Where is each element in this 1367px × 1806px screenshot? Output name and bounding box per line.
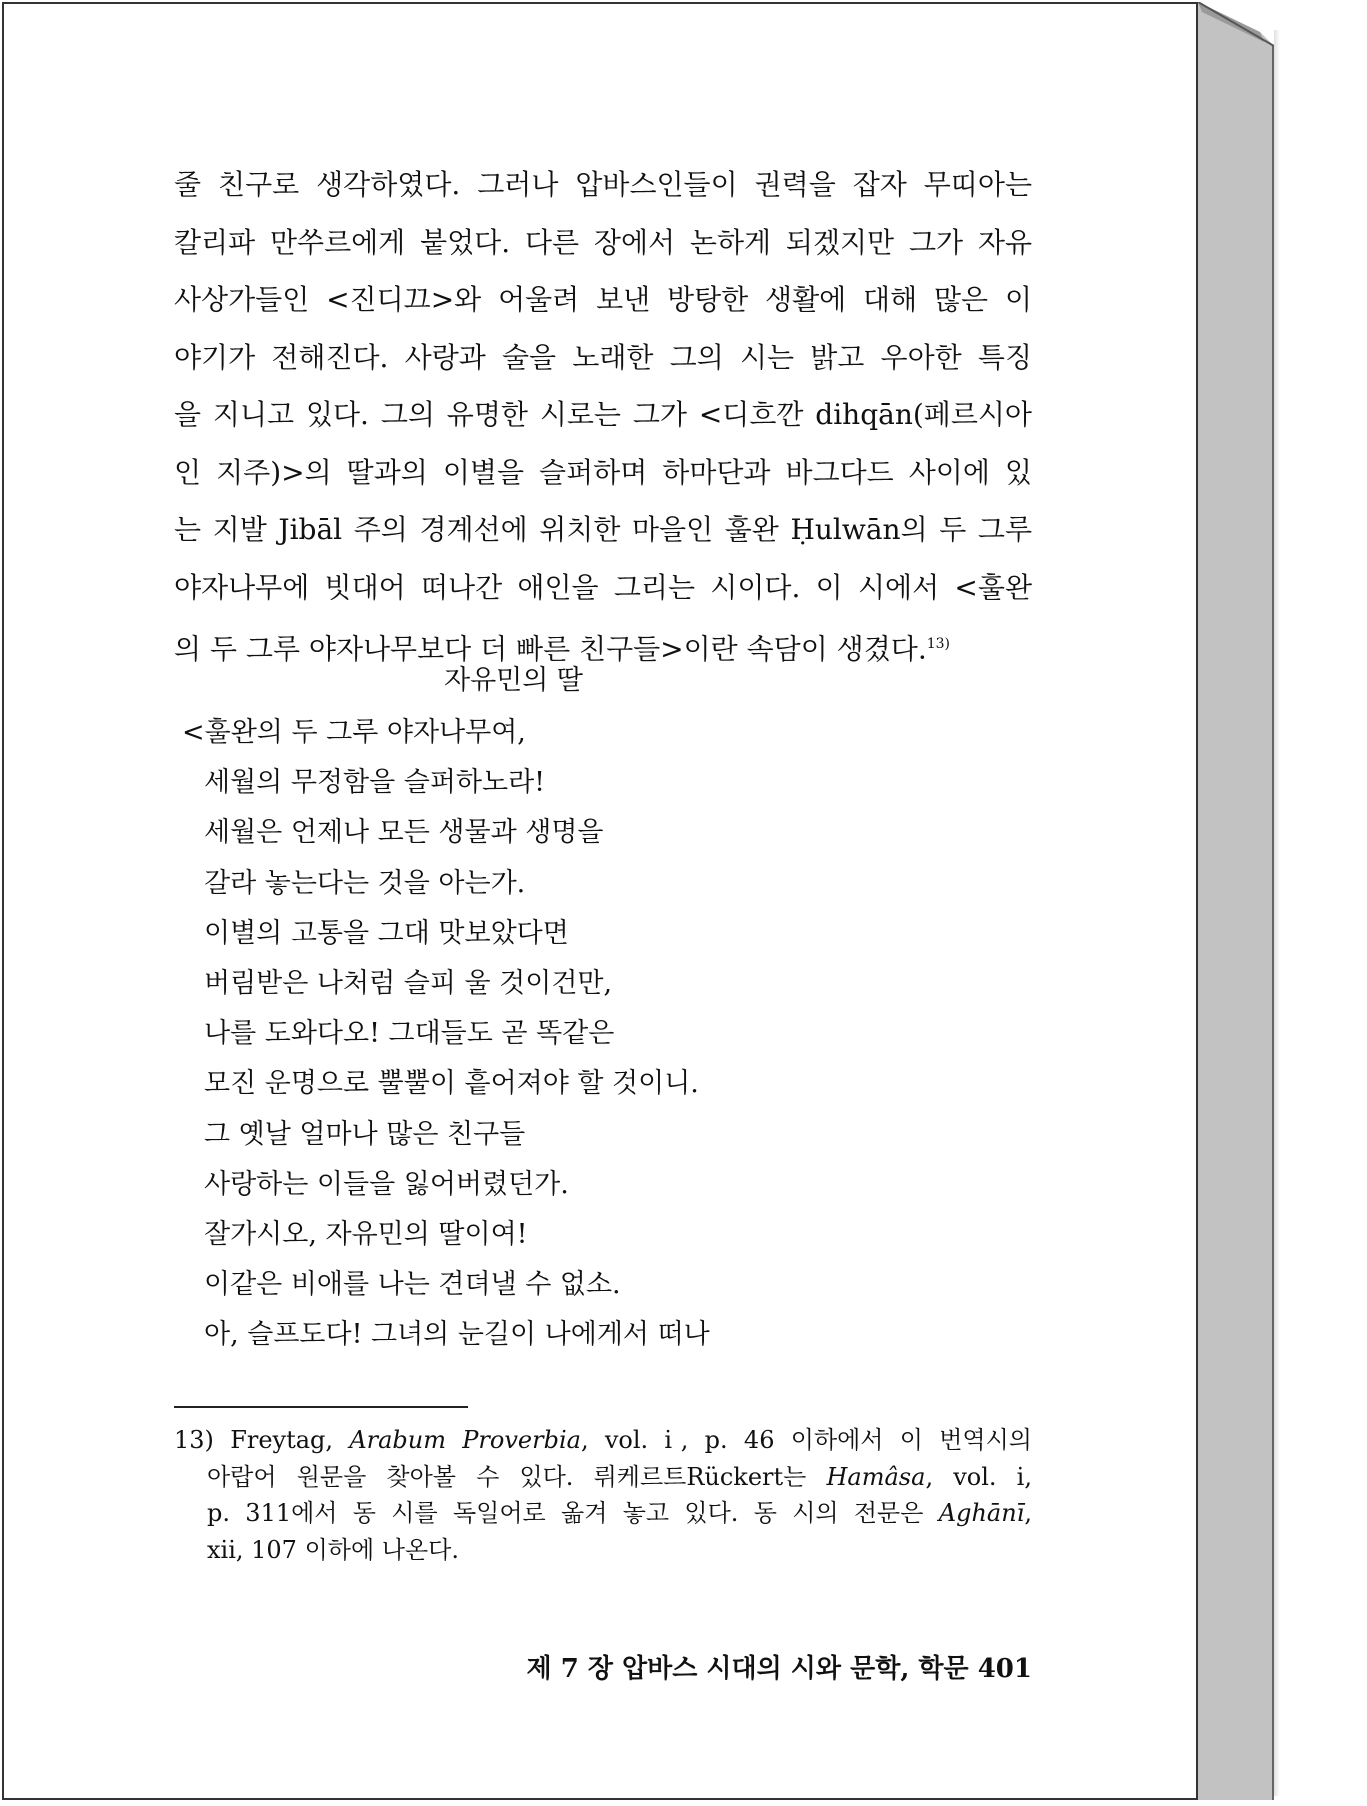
body-line: 을 지니고 있다. 그의 유명한 시로는 그가 <디흐깐 dihqān(페르시아 [174,398,1032,431]
footnote-title: Aghānī [938,1499,1025,1527]
body-paragraph [174,156,1032,678]
footnote-line [174,1495,1032,1532]
poem-line: <훌완의 두 그루 야자나무여, [182,717,526,748]
footnote-text: p. 311에서 동 시를 독일어로 옮겨 놓고 있다. 동 시의 전문은 [207,1499,924,1527]
body-line-text: 의 두 그루 야자나무보다 더 빠른 친구들>이란 속담이 생겼다. [174,632,927,666]
poem [182,708,710,1361]
footnote-line [174,1459,1032,1496]
body-line: 사상가들인 <진디끄>와 어울려 보낸 방탕한 생활에 대해 많은 이 [174,283,1032,316]
footnote-divider [174,1406,468,1408]
footnote-title: Hamâsa [826,1462,926,1491]
poem-line: 세월은 언제나 모든 생물과 생명을 [204,817,604,849]
footnote-title: Arabum Proverbia [349,1426,581,1454]
poem-line: 잘가시오, 자유민의 딸이여! [204,1219,528,1251]
poem-line: 아, 슬프도다! 그녀의 눈길이 나에게서 떠나 [204,1319,710,1351]
body-line: 야기가 전해진다. 사랑과 술을 노래한 그의 시는 밝고 우아한 특징 [174,340,1032,374]
footnote-text: , vol. ⅰ, p. 46 이하에서 이 번역시의 [580,1426,1032,1454]
body-line: 는 지발 Jibāl 주의 경계선에 위치한 마을인 훌완 Ḥulwān의 두 그루 [174,513,1032,546]
footnote-line [174,1422,1032,1459]
body-line: 칼리파 만쑤르에게 붙었다. 다른 장에서 논하게 되겠지만 그가 자유 [174,225,1032,259]
footnote-text: , [1024,1499,1032,1527]
body-line: 인 지주)>의 딸과의 이별을 슬퍼하며 하마단과 바그다드 사이에 있 [174,455,1032,489]
body-line: 줄 친구로 생각하였다. 그러나 압바스인들이 권력을 잡자 무띠아는 [174,168,1032,201]
footnote-text: 아랍어 원문을 찾아볼 수 있다. 뤼케르트Rückert는 [207,1462,807,1491]
footnote-text: , vol. i, [925,1462,1032,1491]
poem-line: 사랑하는 이들을 잃어버렸던가. [204,1168,569,1200]
body-line: 야자나무에 빗대어 떠나간 애인을 그리는 시이다. 이 시에서 <훌완 [174,570,1032,604]
poem-line: 갈라 놓는다는 것을 아는가. [204,867,526,899]
poem-title: 자유민의 딸 [444,665,583,696]
body-line-last [174,616,1032,678]
footnote-line: xii, 107 이하에 나온다. [207,1535,459,1564]
poem-line: 버림받은 나처럼 슬피 울 것이건만, [204,968,613,1000]
footnote-number: 13) [174,1426,214,1454]
book-page [2,2,1198,1800]
poem-line: 세월의 무정함을 슬퍼하노라! [204,767,545,799]
running-footer: 제 7 장 압바스 시대의 시와 문학, 학문 401 [526,1654,1032,1684]
poem-line: 이별의 고통을 그대 맛보았다면 [204,917,569,949]
footnote [174,1422,1032,1568]
book-edge [1198,2,1274,1800]
poem-line: 나를 도와다오! 그대들도 곧 똑같은 [204,1018,615,1050]
page-shadow [1274,30,1280,1796]
poem-line: 모진 운명으로 뿔뿔이 흩어져야 할 것이니. [204,1068,699,1100]
footnote-author: Freytag, [230,1426,334,1454]
poem-line: 그 옛날 얼마나 많은 친구들 [204,1118,526,1150]
poem-line: 이같은 비애를 나는 견뎌낼 수 없소. [204,1269,621,1301]
footnote-reference: 13) [926,636,951,652]
